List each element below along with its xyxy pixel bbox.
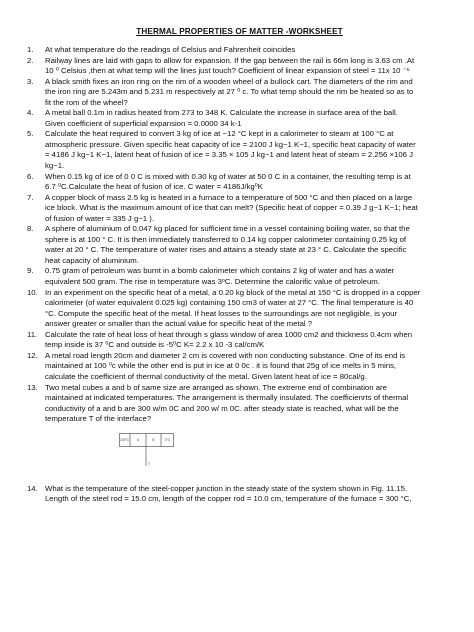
question-item — [27, 351, 452, 383]
question-item — [27, 224, 452, 266]
fig-cube-a: A — [136, 437, 140, 442]
question-line: conductivity of a and b are 300 w/m 0C and 200 w/ m 0C. after steady state is reached, what will be the — [45, 403, 399, 413]
question-number: 13. — [27, 382, 38, 392]
question-text — [45, 383, 452, 425]
fig-left-temp: 100°C — [120, 437, 129, 442]
question-text — [45, 288, 452, 330]
question-text — [45, 77, 452, 109]
question-text — [45, 108, 452, 129]
question-text — [45, 172, 452, 193]
question-line: 10 ⁰ Celsius ,then at what temp will the lines just touch? Coefficient of linear expansion of steel = 11x 10 ⁻⁶ — [45, 66, 410, 76]
question-line: °C. Compute the specific heat of the metal. If heat losses to the surroundings are not negligible, is your — [45, 308, 398, 318]
fig-right-temp: 0°C — [164, 437, 171, 442]
question-line: 6.7 ⁰C.Calculate the heat of fusion of ice. C water = 4186J/kg⁰K — [45, 182, 263, 192]
question-line: Length of the steel rod = 15.0 cm, length of the copper rod = 10.0 cm, temperature of the furnace = 300 °C, — [45, 494, 412, 504]
question-number: 11. — [27, 329, 38, 339]
question-line: temperature T of the interface? — [45, 414, 152, 424]
question-line: ice block. What is the maximum amount of ice that can melt? (Specific heat of copper = 0.39 J g−1 K−1; heat — [45, 203, 418, 213]
question-number: 4. — [27, 108, 34, 118]
fig-cube-b: B — [152, 437, 155, 442]
question-number: 5. — [27, 129, 34, 139]
question-number: 12. — [27, 350, 38, 360]
question-line: atmospheric pressure. Given specific heat capacity of ice = 2100 J kg−1 K−1, specific heat capacity of water — [45, 139, 416, 149]
question-number: 1. — [27, 45, 34, 54]
question-line: Calculate the rate of heat loss of heat through s glass window of area 1000 cm2 and thickness 0.4cm when — [45, 329, 413, 339]
question-line: A metal ball 0.1m in radius heated from 273 to 348 K. Calculate the increase in surface area of the ball. — [45, 108, 398, 118]
question-line: A sphere of aluminium of 0.047 kg placed for sufficient time in a vessel containing boiling water, so that the — [45, 224, 410, 234]
question-line: A copper block of mass 2.5 kg is heated in a furnace to a temperature of 500 °C and then placed on a large — [45, 192, 413, 202]
question-line: At what temperature do the readings of Celsius and Fahrenheit coincides — [45, 45, 296, 54]
question-line: Railway lines are laid with gaps to allow for expansion. If the gap between the rail is 66m long is 3.63 cm .At — [45, 55, 415, 65]
question-line: calculate the coefficient of thermal conductivity of the metal. Given latent heat of ice = 80cal/g. — [45, 371, 367, 381]
question-line: Calculate the heat required to convert 3 kg of ice at −12 °C kept in a calorimeter to steam at 100 °C at — [45, 129, 394, 139]
question-item — [27, 56, 452, 77]
question-number: 2. — [27, 55, 34, 65]
question-text — [45, 56, 452, 77]
question-item — [27, 45, 452, 56]
question-number: 14. — [27, 483, 38, 493]
worksheet-title: THERMAL PROPERTIES OF MATTER -WORKSHEET — [136, 27, 343, 36]
question-item — [27, 288, 452, 330]
question-line: 0.75 gram of petroleum was burnt in a bomb calorimeter which contains 2 kg of water and has a water — [45, 266, 395, 276]
question-text — [45, 484, 452, 505]
question-item — [27, 172, 452, 193]
question-item — [27, 330, 452, 351]
question-line: kg−1. — [45, 161, 65, 171]
question-text — [45, 266, 452, 287]
question-line: maintained at 100 ⁰c while the other end is put in ice at 0 0c . it is found that 25g of ice melts in 5 mins, — [45, 361, 397, 371]
question-line: temp inside is 37 ⁰C and outside is -5⁰C K= 2.2 x 10 -3 cal/cm/K — [45, 340, 265, 350]
question-number: 7. — [27, 192, 34, 202]
question-line: What is the temperature of the steel-copper junction in the steady state of the system shown in Fig. 11.15. — [45, 483, 408, 493]
question-item — [27, 383, 452, 425]
question-line: Given coefficient of superficial expansion = 0.0000 34 k-1 — [45, 118, 242, 128]
question-item — [27, 77, 452, 109]
question-line: = 4186 J kg−1 K−1, latent heat of fusion of ice = 3.35 × 105 J kg−1 and latent heat of steam = 2.256 ×106 J — [45, 150, 413, 160]
question-line: of fusion of water = 335 J g−1 ). — [45, 213, 154, 223]
fig-interface-t: T — [148, 461, 150, 466]
question-line: Two metal cubes a and b of same size are arranged as shown. The extreme end of combination are — [45, 382, 387, 392]
question-item — [27, 266, 452, 287]
question-number: 8. — [27, 224, 34, 234]
question-line: sphere is at 100 ° C. It is then immediately transferred to 0.14 kg copper calorimeter containing 0.25 kg of — [45, 234, 407, 244]
question-text — [45, 330, 452, 351]
question-text — [45, 193, 452, 225]
question-line: answer greater or smaller than the actual value for specific heat of the metal ? — [45, 319, 313, 329]
question-line: equivalent 500 gram. The rise in temperature was 3ᵒC. Determine the calorific value of petroleum. — [45, 277, 380, 287]
question-line: A black smith fixes an iron ring on the rim of a wooden wheel of a bullock cart. The diameters of the rim and — [45, 76, 413, 86]
figure-container — [27, 429, 452, 475]
question-number: 6. — [27, 171, 34, 181]
question-line: fit the rom of the wheel? — [45, 97, 128, 107]
question-line: water at 20 ° C. The temperature of water rises and attains a steady state at 23 ° C. Calculate the specific — [45, 245, 407, 255]
question-text — [45, 45, 452, 56]
question-line: A metal road length 20cm and diameter 2 cm is covered with non conducting substance. One of its end is — [45, 350, 406, 360]
question-number: 9. — [27, 266, 34, 276]
question-item — [27, 108, 452, 129]
question-item — [27, 129, 452, 171]
two-cubes-diagram — [119, 429, 174, 469]
question-line: the iron ring are 5.243m and 5.231 m respectively at 27 ⁰ c. To what temp should the rim be heated so as to — [45, 87, 414, 97]
question-line: When 0.15 kg of ice of 0 0 C is mixed with 0.30 kg of water at 50 0 C in a container, the resulting temp is at — [45, 171, 411, 181]
question-item — [27, 484, 452, 505]
question-list — [27, 45, 452, 505]
question-line: heat capacity of aluminium. — [45, 255, 139, 265]
question-line: calorimeter (of water equivalent 0.025 kg) containing 150 cm3 of water at 27 °C. The final temperature is 40 — [45, 298, 414, 308]
question-number: 10. — [27, 287, 38, 297]
question-text — [45, 129, 452, 171]
question-text — [45, 224, 452, 266]
question-item — [27, 193, 452, 225]
question-number: 3. — [27, 76, 34, 86]
question-line: maintained at indicated temperatures. The arrangement is thermally insulated. The coefficienrts of thermal — [45, 393, 409, 403]
question-line: In an experiment on the specific heat of a metal, a 0.20 kg block of the metal at 150 °C is dropped in a copper — [45, 287, 421, 297]
question-text — [45, 351, 452, 383]
